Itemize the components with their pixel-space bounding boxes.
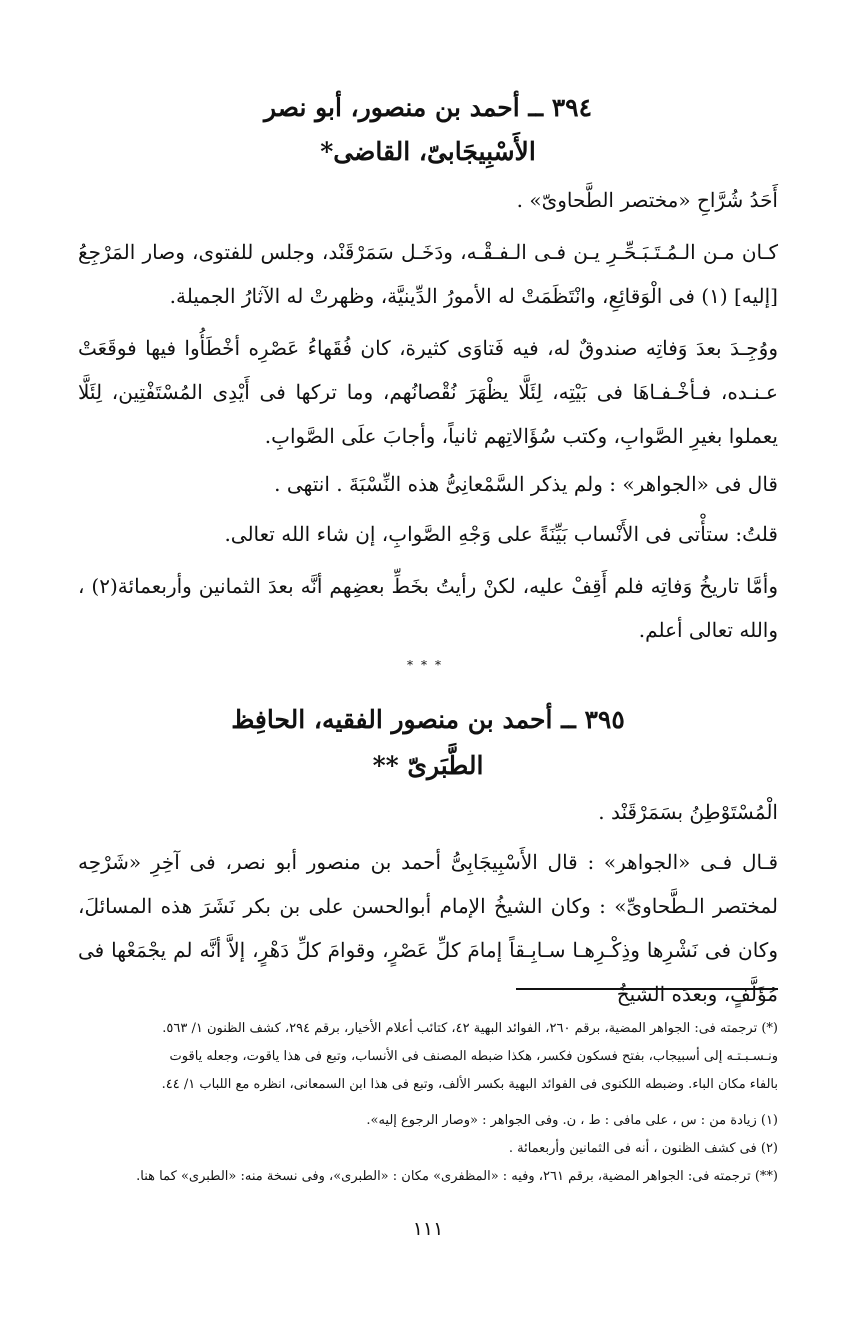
entry-395-title: ٣٩٥ ــ أحمد بن منصور الفقيه، الحافِظ [231, 705, 625, 734]
entry-394-subtitle: الأَسْبِيجَابىّ، القاضى* [320, 137, 536, 166]
entry-394-paragraph-2: ووُجِـدَ بعدَ وَفاتِه صندوقٌ له، فيه فَتاوَى كثيرة، كان فُقَهاءُ عَصْرِه أخْطَأُوا فيها فوقَعَتْ عـنـده، فـأخْـفـاهَا فى بَيْتِه، لِئَلَّا يظْهَرَ نُقْصانُهم، وما تركها فى أَيْدِى المُسْتَفْتِين، لِئَلَّا يعملوا بغيرِ الصَّوابِ، وكتب سُؤَالاتِهم ثانياً، وأجابَ علَى الصَّوابِ. [78, 336, 778, 448]
entry-394-paragraph-3: قال فى «الجواهر» : ولم يذكر السَّمْعانِىُّ هذه النِّسْبَةَ . انتهى . [274, 472, 778, 496]
footnote-rule [516, 988, 778, 990]
footnote-double-star: (**) ترجمته فى: الجواهر المضية، برقم ٢٦١، وفيه : «المظفرى» مكان : «الطبرى»، وفى نسخة منه: «الطبرى» كما هنا. [136, 1169, 778, 1184]
footnote-2: (٢) فى كشف الظنون ، أنه فى الثمانين وأربعمائة . [508, 1141, 778, 1156]
entry-395-paragraph-1: قـال فـى «الجواهر» : قال الأَسْبِيجَابِىُّ أحمد بن منصور أبو نصر، فى آخِرِ «شَرْحِه لمختصر الـطَّحاوىِّ» : وكان الشيخُ الإمام أبوالحسن على بن بكر نَشَرَ هذه المسائلَ، وكان فى نَشْرِها وذِكْـرِهـا سـابِـقاً إمامَ كلِّ عَصْرٍ، وقوامَ كلِّ دَهْرٍ، إلاَّ أنَّه لم يجْمَعْها فى مُؤَلَّفٍ، وبعدَه الشيخُ [78, 850, 778, 1006]
entry-394-title: ٣٩٤ ــ أحمد بن منصور، أبو نصر [263, 93, 593, 122]
entry-394-intro: أَحَدُ شُرَّاحِ «مختصر الطَّحاوىّ» . [516, 188, 778, 212]
entry-394-paragraph-5: وأمَّا تاريخُ وَفاتِه فلم أَقِفْ عليه، لكنْ رأيتُ بخَطِّ بعضِهم أنَّه بعدَ الثمانين وأربعمائة(٢) ، والله تعالى أعلم. [78, 574, 778, 642]
section-separator: *** [407, 658, 449, 672]
entry-394-paragraph-4: قلتُ: ستأْتى فى الأَنْساب بَيِّنَةً على وَجْهِ الصَّوابِ، إن شاء الله تعالى. [224, 522, 778, 546]
footnote-star: (*) ترجمته فى: الجواهر المضية، برقم ٢٦٠، الفوائد البهية ٤٢، كتائب أعلام الأخيار، برقم ٢٩٤، كشف الظنون ١/ ٥٦٣. [162, 1021, 778, 1036]
footnote-1: (١) زيادة من : س ، على مافى : ط ، ن. وفى الجواهر : «وصار الرجوع إليه». [366, 1113, 778, 1128]
entry-394-paragraph-1: كـان مـن الـمُـتَـبَـحِّـرِ يـن فـى الـفـقْـه، ودَخَـل سَمَرْقَنْد، وجلس للفتوى، وصار المَرْجِعُ [إليه] (١) فى الْوَقائِعِ، وانْتَظَمَتْ له الأمورُ الدِّينيَّة، وظهرتْ له الآثارُ الجميلة. [78, 240, 778, 308]
entry-395-intro: الْمُسْتَوْطِنُ بسَمَرْقَنْد . [598, 800, 778, 824]
footnote-star-continued-2: بالفاء مكان الباء. وضبطه اللكنوى فى الفوائد البهية بكسر الألف، وتبع فى هذا ابن السمعانى، انظره مع اللباب ١/ ٤٤. [161, 1077, 778, 1092]
page-number: ١١١ [412, 1218, 444, 1240]
footnote-star-continued: ونـسـبـتـه إلى أسبيجاب، بفتح فسكون فكسر، هكذا ضبطه المصنف فى الأنساب، وتبع فى هذا ياقوت، وجعله ياقوت [169, 1049, 778, 1064]
entry-395-subtitle: الطَّبَرىّ ** [372, 751, 484, 780]
